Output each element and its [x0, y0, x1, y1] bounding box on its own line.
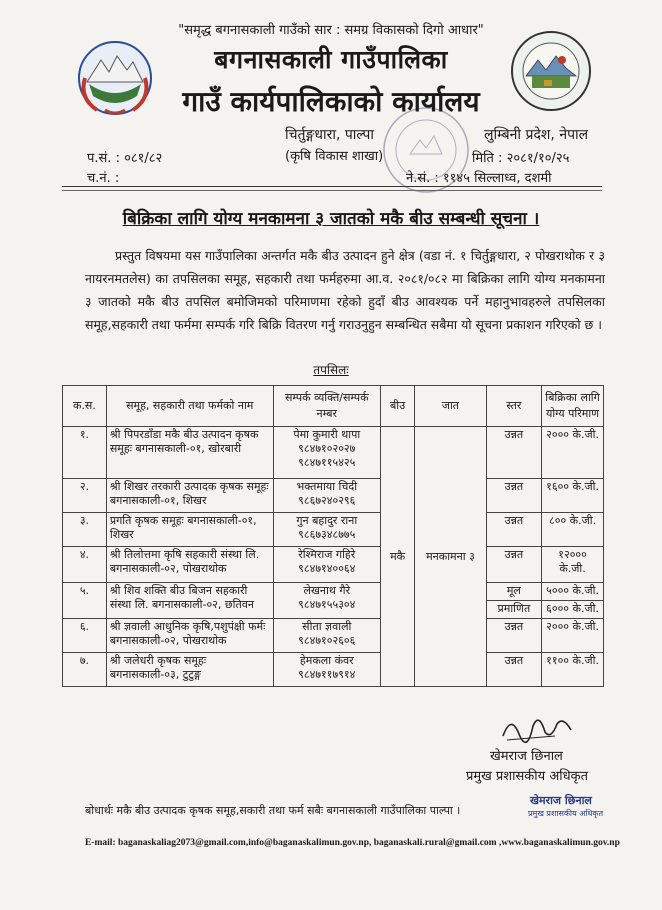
- col-grade: स्तर: [486, 386, 541, 427]
- col-seed: बीउ: [380, 386, 414, 427]
- contact-person: लेखनाथ गैरे: [303, 584, 351, 597]
- row-name: श्री ज्ञवाली आधुनिक कृषि,पशुपंक्षी फर्मः बगनासकाली-०२, पोखराथोक: [106, 619, 273, 653]
- motto: "समृद्ध बगनासकाली गाउँको सार : समग्र विकासको दिगो आधार": [178, 23, 484, 38]
- table-row: [63, 619, 604, 653]
- row-contact: [273, 653, 380, 687]
- row-grade: उन्नत: [486, 427, 541, 479]
- table-row: [63, 427, 604, 479]
- col-sn: क.स.: [63, 386, 107, 427]
- col-variety: जात: [415, 386, 486, 427]
- contact-person: गुन बहादुर राना: [296, 514, 358, 527]
- notice-title-text: बिक्रिका लागि योग्य मनकामना ३ जातको मकै बीउ सम्बन्धी सूचना ।: [122, 209, 540, 229]
- col-name: समूह, सहकारी तथा फर्मको नाम: [106, 386, 273, 427]
- row-sn: ६.: [63, 619, 107, 653]
- contact-phone: ९८४७११७९१४: [298, 668, 356, 681]
- row-sn: २.: [63, 479, 107, 513]
- province: लुम्बिनी प्रदेश, नेपाल: [484, 127, 589, 143]
- notice-title: [0, 206, 662, 229]
- row-quantity: १२००० के.जी.: [542, 547, 604, 583]
- row-grade: मूल: [486, 583, 541, 601]
- row-contact: [273, 513, 380, 547]
- contact-phone: ९८४७१०२०२७ ९८४७११५४२५: [298, 442, 356, 469]
- row-sn: १.: [63, 427, 107, 479]
- row-grade: प्रमाणित: [486, 601, 541, 619]
- contact-phone: ९८४७१४००६४: [298, 562, 356, 575]
- letter-date: मिति : २०८१/१०/२५: [472, 151, 570, 166]
- row-contact: [273, 619, 380, 653]
- contact-phone: ९८६७२४०२९६: [298, 494, 356, 507]
- row-quantity: ५००० के.जी.: [542, 583, 604, 601]
- seed-type: मकै: [380, 427, 414, 687]
- contact-phone: ९८४७१०२६०६: [298, 634, 356, 647]
- row-sn: ४.: [63, 547, 107, 583]
- table-header-row: [63, 386, 604, 427]
- municipality-name: बगनासकाली गाउँपालिका: [214, 45, 448, 74]
- row-name: श्री तिलोत्तमा कृषि सहकारी संस्था लि. बगनासकाली-०२, पोखराथोक: [106, 547, 273, 583]
- row-grade: उन्नत: [486, 547, 541, 583]
- row-grade: उन्नत: [486, 479, 541, 513]
- row-contact: [273, 547, 380, 583]
- nepal-sambat-date: ने.सं. : ११४५ सिल्लाध्व, दशमी: [406, 171, 552, 186]
- row-quantity: १६०० के.जी.: [542, 479, 604, 513]
- table-row: [63, 653, 604, 687]
- col-contact: सम्पर्क व्यक्ति/सम्पर्क नम्बर: [273, 386, 380, 427]
- row-name: प्रगति कृषक समूहः बगनासकाली-०१, शिखर: [106, 513, 273, 547]
- row-name: श्री शिखर तरकारी उत्पादक कृषक समूहः बगनासकाली-०१, शिखर: [106, 479, 273, 513]
- row-sn: ७.: [63, 653, 107, 687]
- row-quantity: ६००० के.जी.: [542, 601, 604, 619]
- row-sn: ३.: [63, 513, 107, 547]
- seed-table: [62, 385, 604, 687]
- header-divider: [62, 186, 602, 187]
- row-contact: [273, 583, 380, 619]
- row-contact: [273, 479, 380, 513]
- table-row: [63, 547, 604, 583]
- signature-scribble-icon: [497, 706, 577, 748]
- row-contact: [273, 427, 380, 479]
- table-label: तपसिलः: [313, 363, 349, 377]
- seed-variety: मनकामना ३: [415, 427, 486, 687]
- reference-number: प.सं. : ०८१/८२: [87, 151, 163, 166]
- office-address: चिर्तुङ्गधारा, पाल्पा: [285, 127, 375, 143]
- notice-body: प्रस्तुत विषयमा यस गाउँपालिका अन्तर्गत मकै बीउ उत्पादन हुने क्षेत्र (वडा नं. १ चिर्तुङ्गधारा, २ पोखराथोक र ३ नायरनमतलेस) का तपसिलका समूह, सहकारी तथा फर्महरुमा आ.व. २०८१/०८२ मा बिक्रिका लागि योग्य मनकामना ३ जातको मकै बीउ तपसिल बमोजिमको परिमाणमा रहेको हुदाँ बीउ आवश्यक पर्ने महानुभावहरुले तपसिलका समूह,सहकारी तथा फर्ममा सम्पर्क गरि बिक्रि वितरण गर्नु गराउनुहुन सम्बन्धित सबैमा यो सूचना प्रकाशन गरिएको छ ।: [85, 248, 605, 332]
- row-grade: उन्नत: [486, 619, 541, 653]
- contact-phone: ९८६७३४८७७५: [298, 528, 356, 541]
- row-quantity: २००० के.जी.: [542, 427, 604, 479]
- stamp-name: खेमराज छिनाल: [530, 794, 592, 807]
- contact-person: सीता ज्ञवाली: [302, 620, 352, 633]
- row-name: श्री शिव शक्ति बीउ बिजन सहकारी संस्था लि. बगनासकाली-०२, छतिवन: [106, 583, 273, 619]
- col-quantity: बिक्रिका लागि योग्य परिमाण: [542, 386, 604, 427]
- stamp-post: प्रमुख प्रशासकीय अधिकृत: [528, 809, 604, 818]
- dispatch-number: च.नं. :: [87, 171, 120, 186]
- contact-person: भक्तमाया चिदी: [296, 480, 358, 493]
- signatory-post: प्रमुख प्रशासकीय अधिकृत: [465, 769, 589, 784]
- table-row: [63, 513, 604, 547]
- office-name: गाउँ कार्यपालिकाको कार्यालय: [182, 85, 480, 118]
- row-grade: उन्नत: [486, 513, 541, 547]
- signatory-name: खेमराज छिनाल: [490, 749, 563, 764]
- contact-emails: E-mail: baganaskaliag2073@gmail.com,info@baganaskalimun.gov.np, baganaskali.rural@gmail.com ,www.baganaskalimun.gov.np: [85, 838, 620, 848]
- row-quantity: २००० के.जी.: [542, 619, 604, 653]
- row-quantity: ११०० के.जी.: [542, 653, 604, 687]
- row-name: श्री जलेधरी कृषक समूहः बगनासकाली-०३, टुटुङ्ग: [106, 653, 273, 687]
- row-name: श्री पिपरडाँडा मकै बीउ उत्पादन कृषक समूहः बगनासकाली-०१, खोरबारी: [106, 427, 273, 479]
- contact-person: पेमा कुमारी थापा: [293, 428, 361, 441]
- row-sn: ५.: [63, 583, 107, 619]
- contact-phone: ९८४७१५५३०४: [298, 598, 356, 611]
- contact-person: रेश्मिराज गहिरे: [298, 548, 356, 561]
- branch-name: (कृषि विकास शाखा): [285, 149, 384, 164]
- contact-person: हेमकला कंवर: [299, 654, 354, 667]
- cc-line: बोधार्थः मकै बीउ उत्पादक कृषक समूह,सकारी तथा फर्म सबैः बगनासकाली गाउँपालिका पाल्पा ।: [85, 804, 461, 817]
- row-quantity: ८०० के.जी.: [542, 513, 604, 547]
- header-divider-thin: [62, 190, 602, 191]
- table-row: [63, 479, 604, 513]
- row-grade: उन्नत: [486, 653, 541, 687]
- table-row: [63, 583, 604, 601]
